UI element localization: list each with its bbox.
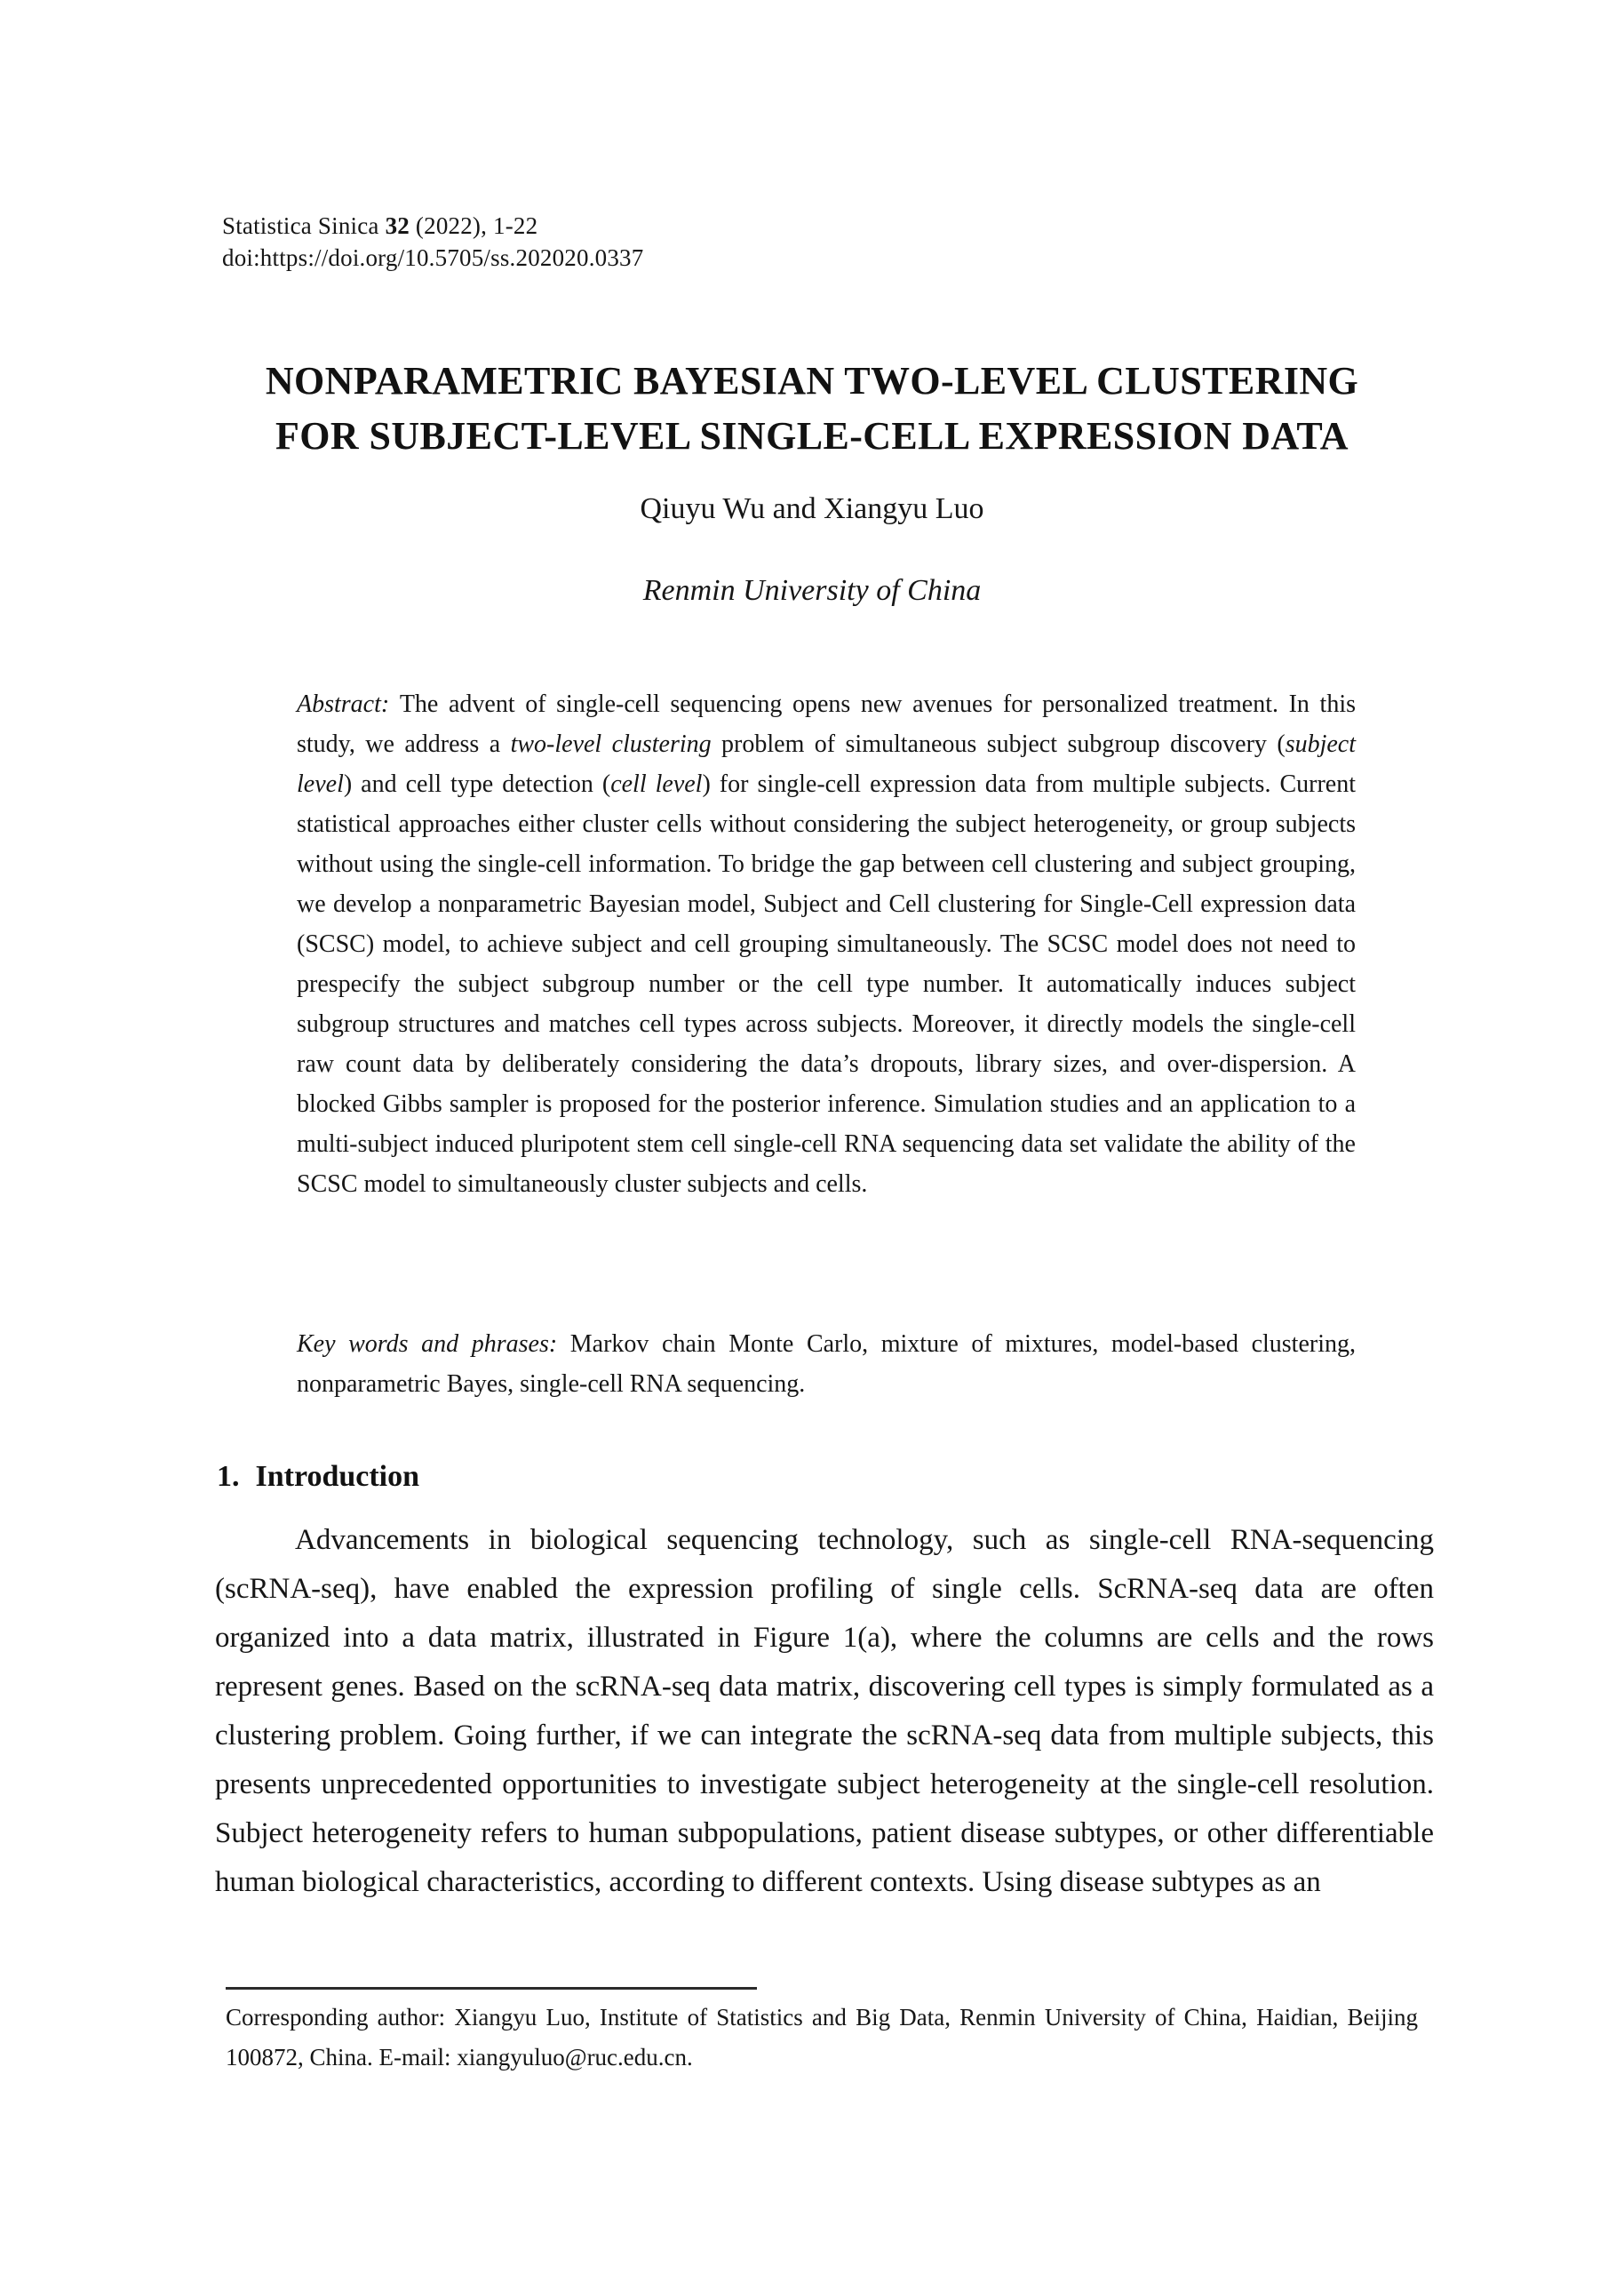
- abstract-emphasis-subject-level: subject level: [297, 730, 1356, 798]
- keywords-text: Markov chain Monte Carlo, mixture of mixtures, model-based clustering, nonparametric Bayes, single-cell RNA sequencing.: [297, 1330, 1356, 1398]
- abstract-emphasis-two-level-clustering: two-level clustering: [510, 730, 712, 758]
- affiliation-line: Renmin University of China: [642, 574, 982, 607]
- authors-line: Qiuyu Wu and Xiangyu Luo: [640, 492, 984, 525]
- footnote-text: Corresponding author: Xiangyu Luo, Institute of Statistics and Big Data, Renmin University of China, Haidian, Beijing 100872, China. E-mail: xiangyuluo@ruc.edu.cn.: [226, 2004, 1418, 2071]
- section-title: Introduction: [255, 1460, 420, 1493]
- abstract-label: Abstract:: [297, 690, 400, 718]
- doi-line: doi:https://doi.org/10.5705/ss.202020.0337: [222, 244, 644, 271]
- abstract-text-4: ) for single-cell expression data from multiple subjects. Current statistical approaches either cluster cells without considering the subject heterogeneity, or group subjects without using the single-cell information. To bridge the gap between cell clustering and subject grouping, we develop a nonparametric Bayesian model, Subject and Cell clustering for Single-Cell expression data (SCSC) model, to achieve subject and cell grouping simultaneously. The SCSC model does not need to prespecify the subject subgroup number or the cell type number. It automatically induces subject subgroup structures and matches cell types across subjects. Moreover, it directly models the single-cell raw count data by deliberately considering the data’s dropouts, library sizes, and over-dispersion. A blocked Gibbs sampler is proposed for the posterior inference. Simulation studies and an application to a multi-subject induced pluripotent stem cell single-cell RNA sequencing data set validate the ability of the SCSC model to simultaneously cluster subjects and cells.: [297, 770, 1356, 1198]
- journal-volume: 32: [385, 212, 410, 239]
- journal-citation-line: [222, 210, 643, 242]
- journal-header: [222, 210, 643, 274]
- introduction-paragraph: Advancements in biological sequencing technology, such as single-cell RNA-sequencing (scRNA-seq), have enabled the expression profiling of single cells. ScRNA-seq data are often organized into a data matrix, illustrated in Figure 1(a), where the columns are cells and the rows represent genes. Based on the scRNA-seq data matrix, discovering cell types is simply formulated as a clustering problem. Going further, if we can integrate the scRNA-seq data from multiple subjects, this presents unprecedented opportunities to investigate subject heterogeneity at the single-cell resolution. Subject heterogeneity refers to human subpopulations, patient disease subtypes, or other differentiable human biological characteristics, according to different contexts. Using disease subtypes as an: [215, 1524, 1434, 1898]
- abstract-paragraph: [297, 684, 1356, 1204]
- footnote-rule: [226, 1987, 757, 1990]
- journal-name: Statistica Sinica: [222, 212, 386, 239]
- keywords-paragraph: [297, 1324, 1356, 1404]
- abstract-text-2: problem of simultaneous subject subgroup discovery (: [711, 730, 1286, 758]
- section-number: 1.: [217, 1460, 240, 1493]
- journal-issue-pages: (2022), 1-22: [409, 212, 538, 239]
- section-heading-introduction: [217, 1457, 419, 1496]
- abstract-text-1: The advent of single-cell sequencing opens new avenues for personalized treatment. In this study, we address a: [297, 690, 1356, 758]
- paper-title-line-1: NONPARAMETRIC BAYESIAN TWO-LEVEL CLUSTERING: [265, 359, 1359, 403]
- keywords-label: Key words and phrases:: [297, 1330, 570, 1358]
- paper-title: [214, 354, 1410, 464]
- abstract-emphasis-cell-level: cell level: [610, 770, 703, 798]
- paper-title-line-2: FOR SUBJECT-LEVEL SINGLE-CELL EXPRESSION DATA: [275, 414, 1349, 458]
- abstract-text-3: ) and cell type detection (: [343, 770, 611, 798]
